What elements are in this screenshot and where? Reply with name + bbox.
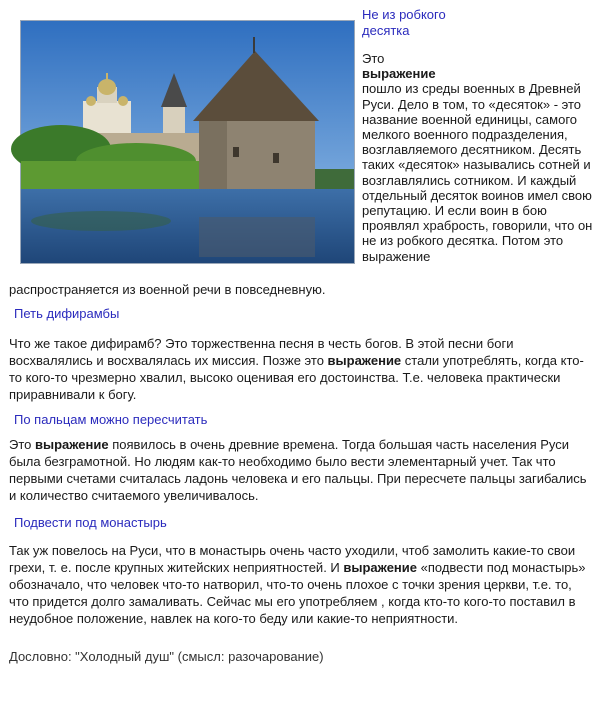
paragraph-not-timid bbox=[362, 51, 594, 264]
paragraph-text: стали употреблять, когда кто-то кого-то чрезмерно хвалил, высоко оценивая его достоинства. Т.е. человека практически приравнивали к богу. bbox=[9, 353, 584, 402]
keyword-bold: выражение bbox=[362, 66, 436, 82]
kremlin-illustration bbox=[21, 21, 354, 263]
paragraph-text: пошло из среды военных в Древней Руси. Дело в том, то «десяток» - это название военной единицы, самого мелкого военного подразделения, возглавляемого десятником. Десять таких «десяток» назывались сотней и возглавлялись сотником. И каждый отдельный десяток воинов имел свою репутацию. И если воин в бою проявлял храбрость, говорили, что он не из робкого десятка. Потом это выражение bbox=[362, 81, 593, 264]
paragraph-text: Это bbox=[9, 437, 35, 452]
kremlin-photo bbox=[20, 20, 355, 264]
heading-dithyrambs[interactable]: Петь дифирамбы bbox=[14, 306, 120, 321]
paragraph-dithyrambs bbox=[9, 335, 591, 403]
cut-off-text: Дословно: "Холодный душ" (смысл: разочарование) bbox=[9, 649, 324, 664]
heading-monastery[interactable]: Подвести под монастырь bbox=[14, 515, 167, 530]
paragraph-text: Что же такое дифирамб? Это торжественна песня в честь богов. В этой песни боги восхвалялись и восхвалялась их миссия. Позже это bbox=[9, 336, 514, 368]
paragraph-fingers bbox=[9, 436, 591, 504]
keyword-bold: выражение bbox=[35, 437, 109, 452]
heading-not-timid[interactable]: Не из робкого десятка bbox=[362, 7, 446, 38]
cut-off-text-line bbox=[9, 649, 324, 667]
paragraph-text: «подвести под монастырь» обозначало, что человек что-то натворил, что-то очень плохое с точки зрения церкви, т.е. то, что придется долго замаливать. Сейчас мы его употребляем , когда кто-то кого-то поставил в неудобное положение, навлек на кого-то беду или какие-то неприятности. bbox=[9, 560, 586, 626]
intro-word: Это bbox=[362, 51, 385, 66]
keyword-bold: выражение bbox=[327, 353, 402, 368]
paragraph-text: появилось в очень древние времена. Тогда большая часть населения Руси была безграмотной. Но людям как-то необходимо было вести элементарный учет. Так что первыми счетами считалась ладонь человека и его пальцы. При пересчете пальцы загибались и количество считаемого увеличивалось. bbox=[9, 437, 587, 503]
heading-fingers[interactable]: По пальцам можно пересчитать bbox=[14, 412, 208, 427]
keyword-bold: выражение bbox=[343, 560, 418, 575]
paragraph-text: Так уж повелось на Руси, что в монастырь очень часто уходили, чтоб замолить какие-то свои грехи, т. е. после крупных житейских неприятностей. И bbox=[9, 543, 576, 575]
paragraph-tail: распространяется из военной речи в повседневную. bbox=[9, 282, 326, 297]
paragraph-monastery bbox=[9, 542, 591, 627]
